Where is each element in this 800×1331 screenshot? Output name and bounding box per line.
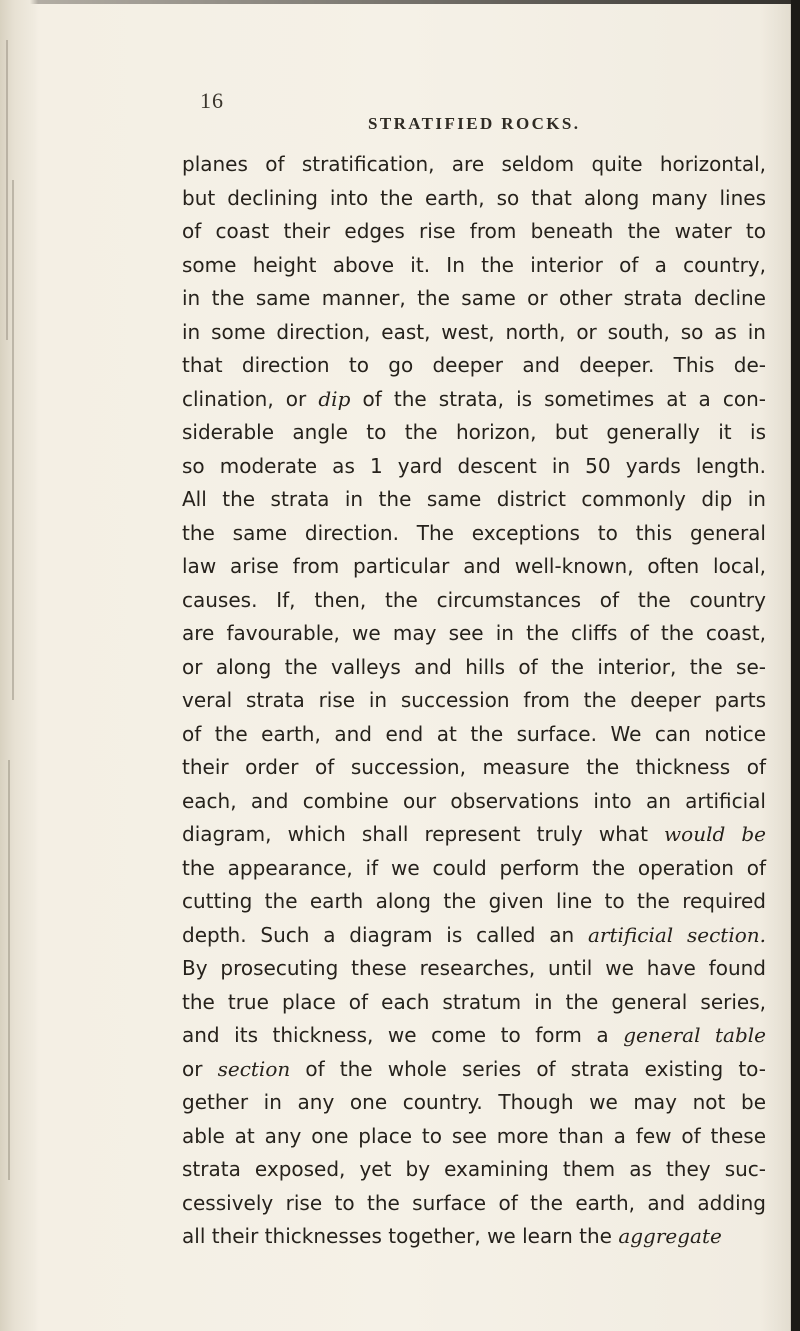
text-line [182,684,766,718]
text-segment: able at any one place to see more than a few of these [182,1123,766,1148]
italic-text: dip [318,386,351,411]
gutter-line [12,180,14,700]
text-line [182,1187,766,1221]
text-segment: planes of stratification, are seldom quite horizontal, [182,152,766,176]
text-segment: in some direction, east, west, north, or south, so as in [182,319,766,344]
text-segment: causes. If, then, the circumstances of the country [182,587,766,612]
text-segment: in the same manner, the same or other strata decline [182,286,766,310]
text-line [182,1086,766,1120]
text-segment: the true place of each stratum in the general series, [182,989,766,1014]
italic-text: aggregate [618,1224,722,1248]
gutter-line [8,760,10,1180]
text-line [182,852,766,886]
text-segment: of the whole series of strata existing to- [290,1056,766,1081]
text-segment: each, and combine our observations into an artificial [182,788,766,813]
text-segment: are favourable, we may see in the cliffs of the coast, [182,621,766,645]
text-segment: law arise from particular and well-known, often local, [182,554,766,578]
text-segment: cutting the earth along the given line to the required [182,889,766,913]
text-segment: the appearance, if we could perform the operation of [182,855,766,880]
text-segment: cessively rise to the surface of the earth, and adding [182,1190,766,1215]
text-segment: veral strata rise in succession from the deeper parts [182,688,766,712]
page-right-edge [791,0,800,1331]
text-segment: so moderate as 1 yard descent in 50 yards length. [182,453,766,478]
text-segment: their order of succession, measure the thickness of [182,755,766,779]
text-line [182,249,766,283]
text-line [182,986,766,1020]
text-segment: depth. Such a diagram is called an [182,922,588,947]
text-line [182,718,766,752]
text-line [182,919,766,953]
text-line [182,885,766,919]
text-segment: of coast their edges rise from beneath the water to [182,219,766,243]
text-line [182,316,766,350]
italic-text: artificial section. [588,922,767,947]
text-segment: and its thickness, we come to form a [182,1023,624,1047]
text-segment: but declining into the earth, so that along many lines [182,185,766,210]
text-segment: diagram, which shall represent truly what [182,822,665,846]
text-segment: gether in any one country. Though we may not be [182,1090,766,1114]
text-line [182,517,766,551]
text-line [182,952,766,986]
italic-text: would be [664,822,766,846]
text-line [182,785,766,819]
text-line [182,349,766,383]
text-line [182,148,766,182]
text-line [182,450,766,484]
text-line [182,282,766,316]
text-segment: the same direction. The exceptions to this general [182,520,766,545]
text-line [182,215,766,249]
text-line [182,617,766,651]
text-line [182,1053,766,1087]
text-line [182,550,766,584]
text-segment: or along the valleys and hills of the interior, the se- [182,654,766,679]
text-segment: all their thicknesses together, we learn the [182,1224,619,1248]
text-line [182,483,766,517]
text-segment: that direction to go deeper and deeper. This de- [182,353,766,377]
text-segment: of the earth, and end at the surface. We can notice [182,721,766,746]
text-line [182,1220,766,1254]
text-line [182,383,766,417]
text-segment: strata exposed, yet by examining them as they suc- [182,1157,766,1181]
text-segment: By prosecuting these researches, until we have found [182,956,766,980]
text-segment: of the strata, is sometimes at a con- [350,386,766,411]
text-segment: All the strata in the same district commonly dip in [182,487,766,511]
text-line [182,751,766,785]
page-number: 16 [200,88,224,113]
italic-text: section [217,1056,291,1081]
text-segment: or [182,1056,218,1081]
gutter-line [6,40,8,340]
text-segment: clination, or [182,386,319,411]
text-line [182,1153,766,1187]
running-head: STRATIFIED ROCKS. [368,114,581,133]
body-text [182,148,766,1254]
text-segment: some height above it. In the interior of a country, [182,252,766,277]
text-line [182,818,766,852]
text-line [182,584,766,618]
text-segment: siderable angle to the horizon, but generally it is [182,420,766,444]
text-line [182,651,766,685]
text-line [182,1120,766,1154]
text-line [182,1019,766,1053]
text-line [182,416,766,450]
page-gutter [0,0,38,1331]
page-top-shadow [30,0,800,4]
text-line [182,182,766,216]
italic-text: general table [623,1023,767,1047]
